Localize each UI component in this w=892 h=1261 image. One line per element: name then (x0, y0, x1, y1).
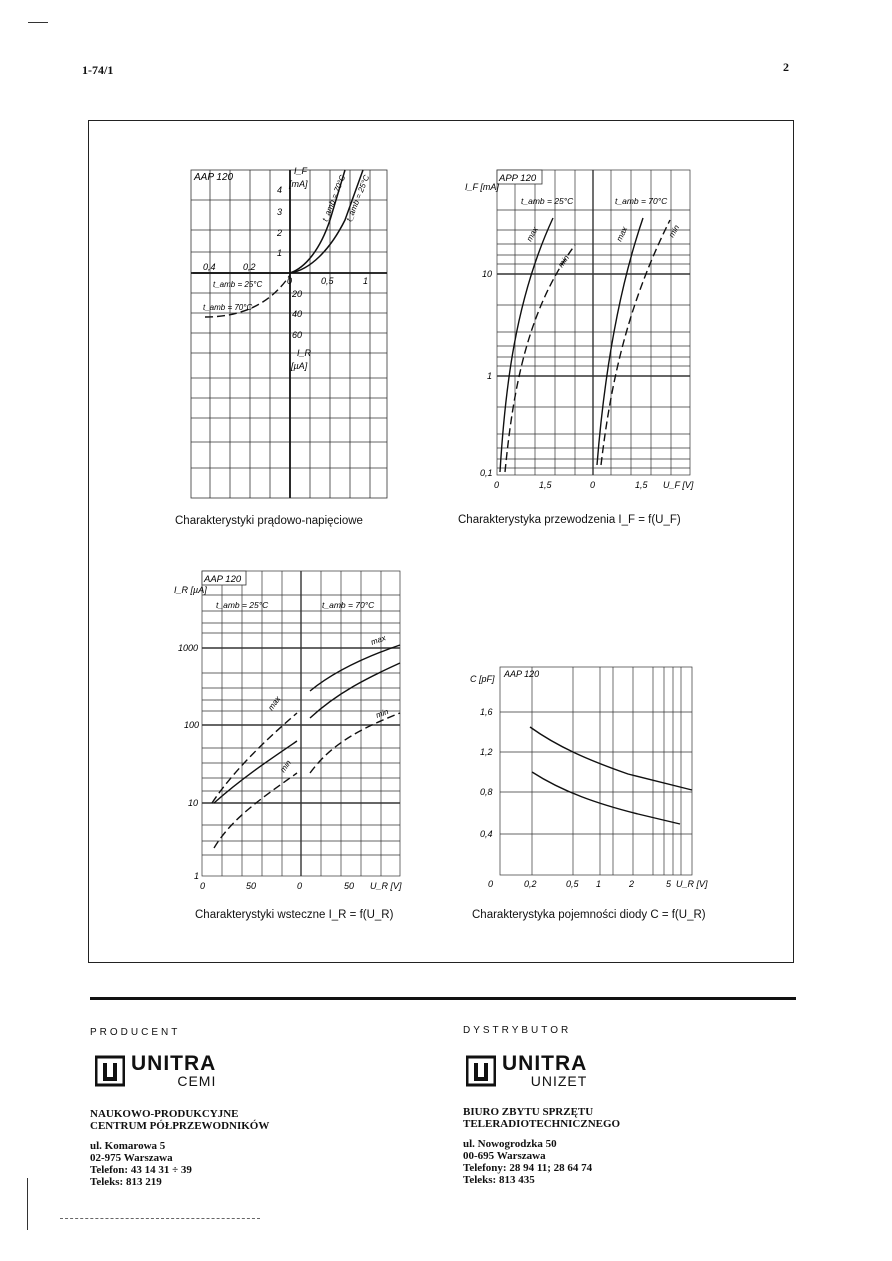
chart3-label-25-min: min (278, 758, 294, 775)
chart1-series-70c-label: t_amb = 70°C (320, 173, 348, 223)
producer-logo-sub: CEMI (177, 1073, 217, 1089)
chart3-label-70-max: max (369, 633, 387, 647)
chart2-ylabel: I_F [mA] (465, 182, 499, 192)
chart3-curve-70-min (310, 713, 400, 773)
distributor-address-1: ul. Nowogrodzka 50 (463, 1138, 557, 1150)
producer-logo (95, 1053, 216, 1088)
distributor-address-2: 00-695 Warszawa (463, 1150, 546, 1162)
chart1-device-label: AAP 120 (194, 172, 234, 183)
chart1-ytick-3: 3 (277, 207, 283, 217)
chart3-xlabel: U_R [V] (370, 881, 402, 891)
chart2-ytick-1: 1 (487, 371, 493, 381)
chart4-device-label: AAP 120 (504, 669, 540, 679)
chart4-ytick-12: 1,2 (480, 747, 493, 757)
chart1-xtick-02: 0,2 (243, 262, 256, 272)
producer-address-1: ul. Komarowa 5 (90, 1140, 166, 1152)
chart4-xtick-2: 2 (629, 879, 635, 889)
chart1-ytick-60: 60 (292, 330, 303, 340)
chart1-y-bottom-label: I_R (297, 348, 312, 358)
chart3-right-temp: t_amb = 70°C (322, 600, 375, 610)
chart2-xtick-0a: 0 (494, 480, 500, 490)
chart-forward (465, 160, 700, 500)
chart2-ytick-10: 10 (482, 269, 493, 279)
bottom-dotted-line (60, 1218, 260, 1219)
document-code: 1-74/1 (82, 63, 114, 77)
chart4-xtick-5: 5 (666, 879, 672, 889)
producer-name-1: NAUKOWO-PRODUKCYJNE (90, 1108, 239, 1120)
chart1-xtick-1: 1 (363, 276, 369, 286)
chart2-xlabel: U_F [V] (663, 480, 694, 490)
chart3-left-temp: t_amb = 25°C (216, 600, 269, 610)
chart1-reverse-70c-label: t_amb = 70°C (203, 303, 253, 312)
chart2-xtick-0b: 0 (590, 480, 596, 490)
chart4-caption: Charakterystyka pojemności diody C = f(U_R) (472, 909, 706, 921)
distributor-logo (466, 1053, 587, 1088)
producer-name-2: CENTRUM PÓŁPRZEWODNIKÓW (90, 1120, 270, 1132)
unitra-logo-icon (95, 1055, 125, 1087)
chart3-xtick-0b: 0 (297, 881, 303, 891)
chart-iv (185, 160, 395, 505)
chart3-ylabel: I_R [µA] (174, 585, 207, 595)
distributor-name-1: BIURO ZBYTU SPRZĘTU (463, 1106, 594, 1118)
distributor-phone: Telefony: 28 94 11; 28 64 74 (463, 1162, 593, 1174)
chart4-xtick-0: 0 (488, 879, 494, 889)
chart1-ytick-4: 4 (277, 185, 283, 195)
distributor-logo-sub: UNIZET (530, 1073, 588, 1089)
chart2-xtick-15a: 1,5 (539, 480, 552, 490)
producer-address-2: 02-975 Warszawa (90, 1152, 173, 1164)
distributor-telex: Teleks: 813 435 (463, 1174, 535, 1186)
chart3-device-label: AAP 120 (204, 574, 242, 585)
chart4-curve-max (530, 727, 692, 790)
chart1-ytick-40: 40 (292, 309, 303, 319)
chart1-y-top-unit: [mA] (289, 179, 308, 189)
chart4-xtick-02: 0,2 (524, 879, 537, 889)
chart3-xtick-0a: 0 (200, 881, 206, 891)
chart3-ytick-10: 10 (188, 798, 199, 808)
distributor-logo-text: UNITRA (502, 1052, 588, 1075)
chart4-ytick-04: 0,4 (480, 829, 493, 839)
chart2-label-25-min: min (556, 253, 572, 270)
chart1-xtick-04: 0,4 (203, 262, 216, 272)
chart3-xtick-50b: 50 (344, 881, 355, 891)
chart2-caption: Charakterystyka przewodzenia I_F = f(U_F) (458, 514, 681, 526)
chart2-label-25-max: max (524, 225, 540, 243)
chart1-y-top-label: I_F (294, 166, 308, 176)
chart4-ylabel: C [pF] (470, 674, 495, 684)
chart2-curve-25-min (505, 245, 575, 472)
chart4-ytick-16: 1,6 (480, 707, 493, 717)
chart3-xtick-50a: 50 (246, 881, 257, 891)
chart1-ytick-1: 1 (277, 248, 283, 258)
chart1-caption: Charakterystyki prądowo-napięciowe (175, 515, 363, 527)
producer-logo-text: UNITRA (131, 1052, 217, 1075)
chart2-label-70-max: max (614, 225, 630, 243)
producer-telex: Teleks: 813 219 (90, 1176, 162, 1188)
distributor-label: DYSTRYBUTOR (463, 1025, 572, 1036)
chart1-y-bottom-unit: [µA] (291, 361, 308, 371)
chart4-ytick-08: 0,8 (480, 787, 493, 797)
chart1-series-25c-label: t_amb = 25°C (344, 173, 372, 223)
chart2-ytick-01: 0,1 (480, 468, 493, 478)
chart1-xtick-0: 0 (287, 276, 293, 286)
footer-rule (90, 997, 796, 1000)
chart4-xlabel: U_R [V] (676, 879, 708, 889)
chart2-xtick-15b: 1,5 (635, 480, 648, 490)
chart3-ytick-1000: 1000 (178, 643, 199, 653)
chart2-left-temp: t_amb = 25°C (521, 196, 574, 206)
chart3-caption: Charakterystyki wsteczne I_R = f(U_R) (195, 909, 394, 921)
chart1-reverse-25c-label: t_amb = 25°C (213, 280, 263, 289)
chart1-ytick-20: 20 (292, 289, 303, 299)
producer-label: PRODUCENT (90, 1027, 181, 1038)
chart1-ytick-2: 2 (277, 228, 283, 238)
chart4-xtick-1: 1 (596, 879, 602, 889)
corner-mark (28, 22, 48, 23)
chart1-xtick-05: 0,5 (321, 276, 334, 286)
page-number: 2 (783, 60, 789, 74)
margin-line (27, 1178, 28, 1230)
chart4-xtick-05: 0,5 (566, 879, 579, 889)
chart3-label-70-min: min (374, 707, 390, 720)
chart4-curve-min (532, 772, 680, 824)
chart3-label-25-max: max (266, 694, 283, 713)
producer-phone: Telefon: 43 14 31 ÷ 39 (90, 1164, 192, 1176)
chart-capacitance (468, 662, 708, 892)
unitra-logo-icon (466, 1055, 496, 1087)
chart2-device-label: APP 120 (499, 173, 537, 184)
distributor-name-2: TELERADIOTECHNICZNEGO (463, 1118, 621, 1130)
chart2-right-temp: t_amb = 70°C (615, 196, 668, 206)
chart3-curve-25-min (214, 773, 297, 848)
chart3-curve-70-max (310, 645, 400, 691)
chart3-curve-25-max (212, 713, 297, 803)
chart3-ytick-100: 100 (184, 720, 200, 730)
chart-reverse (172, 563, 407, 898)
chart3-ytick-1: 1 (194, 871, 200, 881)
chart2-label-70-min: min (666, 223, 682, 239)
